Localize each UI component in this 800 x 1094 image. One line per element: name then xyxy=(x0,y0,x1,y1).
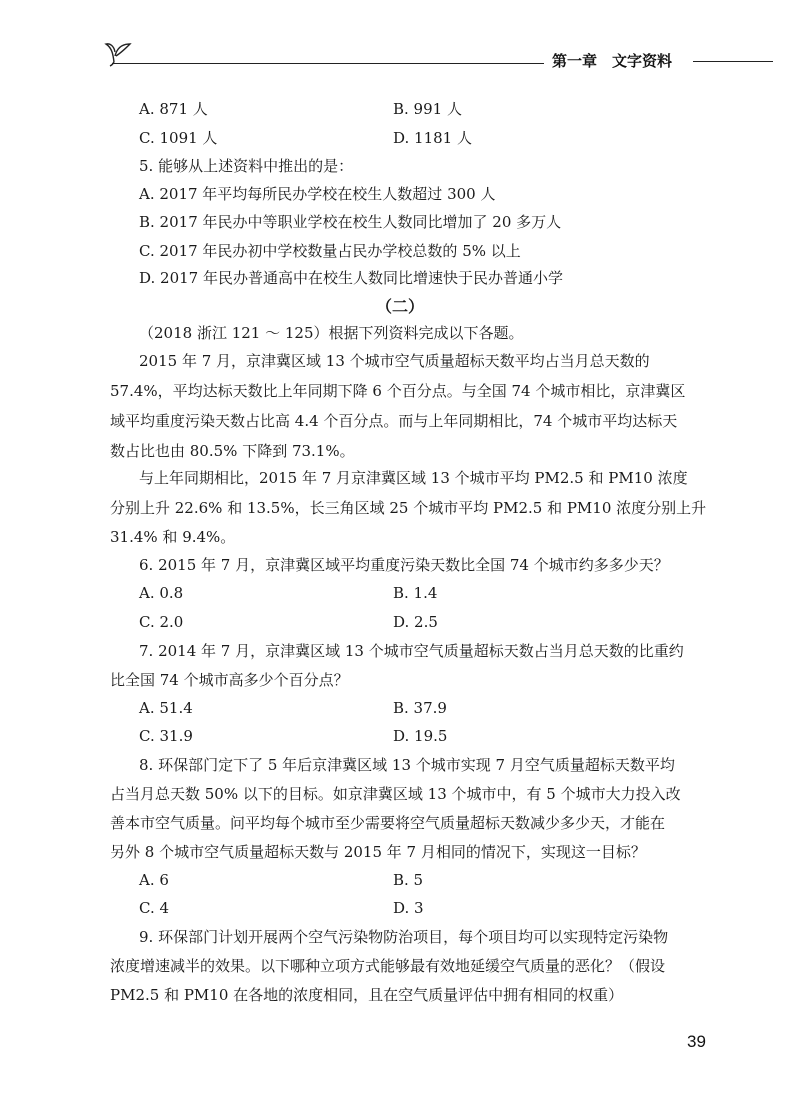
q6-option-b: B. 1.4 xyxy=(393,584,438,602)
q6-stem: 6. 2015 年 7 月，京津冀区域平均重度污染天数比全国 74 个城市约多多少天？ xyxy=(139,556,669,574)
header-rule-left xyxy=(112,63,544,64)
q8-option-b: B. 5 xyxy=(393,871,424,889)
q7-option-b: B. 37.9 xyxy=(393,699,447,717)
q5-option-c: C. 2017 年民办初中学校数量占民办学校总数的 5% 以上 xyxy=(139,242,521,260)
q6-option-a: A. 0.8 xyxy=(139,584,184,602)
q9-stem-line: 浓度增速减半的效果。以下哪种立项方式能够最有效地延缓空气质量的恶化？（假设 xyxy=(110,957,666,975)
q6-option-c: C. 2.0 xyxy=(139,613,184,631)
paragraph-1-line: 57.4%，平均达标天数比上年同期下降 6 个百分点。与全国 74 个城市相比，京津冀区 xyxy=(110,382,686,400)
q7-stem-line2: 比全国 74 个城市高多少个百分点？ xyxy=(110,671,349,689)
page-header xyxy=(0,0,800,90)
q8-stem-line: 另外 8 个城市空气质量超标天数与 2015 年 7 月相同的情况下，实现这一目标？ xyxy=(110,843,646,861)
section-intro: （2018 浙江 121 ～ 125）根据下列资料完成以下各题。 xyxy=(139,324,524,342)
header-rule-right xyxy=(693,61,773,62)
paragraph-1-line: 2015 年 7 月，京津冀区域 13 个城市空气质量超标天数平均占当月总天数的 xyxy=(139,352,650,370)
q8-stem-line: 占当月总天数 50% 以下的目标。如京津冀区域 13 个城市中，有 5 个城市大力投入改 xyxy=(110,785,681,803)
paragraph-1-line: 数占比也由 80.5% 下降到 73.1%。 xyxy=(110,442,355,460)
paragraph-1-line: 域平均重度污染天数占比高 4.4 个百分点。而与上年同期相比，74 个城市平均达标天 xyxy=(110,412,678,430)
q8-stem-line: 善本市空气质量。问平均每个城市至少需要将空气质量超标天数减少多少天，才能在 xyxy=(110,814,666,832)
paragraph-2-line: 分别上升 22.6% 和 13.5%，长三角区域 25 个城市平均 PM2.5 和 PM10 浓度分别上升 xyxy=(110,499,707,517)
q4-option-b: B. 991 人 xyxy=(393,100,462,118)
q4-option-c: C. 1091 人 xyxy=(139,129,218,147)
page-number: 39 xyxy=(687,1032,706,1051)
q9-stem-line: 9. 环保部门计划开展两个空气污染物防治项目，每个项目均可以实现特定污染物 xyxy=(139,928,669,946)
chapter-title: 第一章 文字资料 xyxy=(552,52,673,70)
q7-option-a: A. 51.4 xyxy=(139,699,193,717)
paragraph-2-line: 与上年同期相比，2015 年 7 月京津冀区域 13 个城市平均 PM2.5 和 PM10 浓度 xyxy=(139,469,688,487)
paragraph-2-line: 31.4% 和 9.4%。 xyxy=(110,528,236,546)
q4-option-d: D. 1181 人 xyxy=(393,129,472,147)
q8-stem-line: 8. 环保部门定下了 5 年后京津冀区域 13 个城市实现 7 月空气质量超标天数平均 xyxy=(139,756,675,774)
q7-stem-line1: 7. 2014 年 7 月，京津冀区域 13 个城市空气质量超标天数占当月总天数的比重约 xyxy=(139,642,684,660)
q8-option-a: A. 6 xyxy=(139,871,169,889)
q7-option-c: C. 31.9 xyxy=(139,727,193,745)
q4-option-a: A. 871 人 xyxy=(139,100,208,118)
section-title: （二） xyxy=(375,297,424,316)
q5-option-d: D. 2017 年民办普通高中在校生人数同比增速快于民办普通小学 xyxy=(139,269,563,287)
q9-stem-line: PM2.5 和 PM10 在各地的浓度相同，且在空气质量评估中拥有相同的权重） xyxy=(110,986,624,1004)
q5-option-a: A. 2017 年平均每所民办学校在校生人数超过 300 人 xyxy=(139,185,496,203)
q8-option-d: D. 3 xyxy=(393,899,424,917)
q8-option-c: C. 4 xyxy=(139,899,170,917)
q5-stem: 5. 能够从上述资料中推出的是： xyxy=(139,157,354,175)
q7-option-d: D. 19.5 xyxy=(393,727,448,745)
q5-option-b: B. 2017 年民办中等职业学校在校生人数同比增加了 20 多万人 xyxy=(139,213,562,231)
q6-option-d: D. 2.5 xyxy=(393,613,438,631)
